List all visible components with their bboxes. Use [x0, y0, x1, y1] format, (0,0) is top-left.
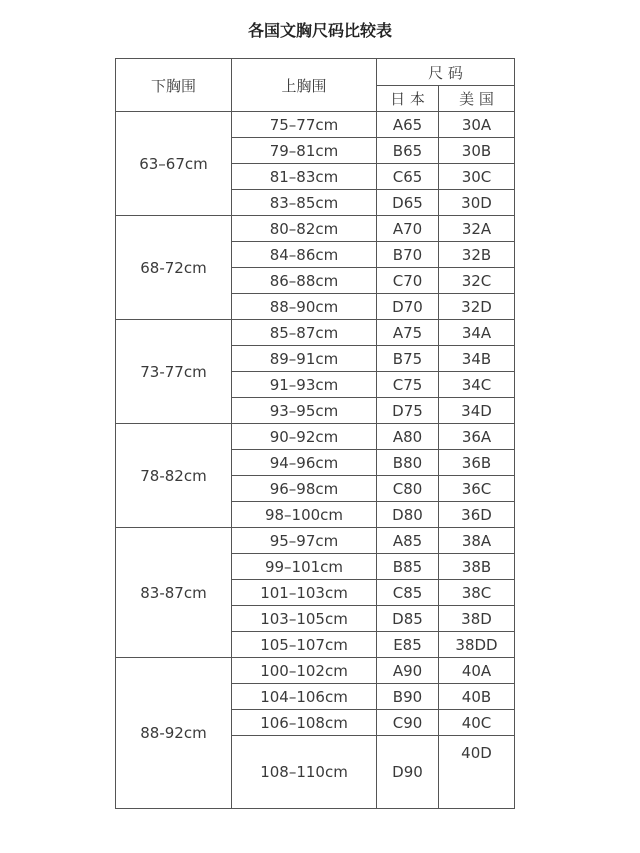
japan-size-cell: C75	[377, 372, 439, 398]
header-size: 尺 码	[377, 59, 515, 86]
usa-size-cell: 32A	[439, 216, 515, 242]
table-row	[116, 658, 515, 684]
table-row	[116, 112, 515, 138]
usa-size-cell: 34D	[439, 398, 515, 424]
japan-size-cell: B90	[377, 684, 439, 710]
japan-size-cell: A90	[377, 658, 439, 684]
usa-size-cell: 36B	[439, 450, 515, 476]
upper-bust-cell: 90–92cm	[232, 424, 377, 450]
japan-size-cell: D85	[377, 606, 439, 632]
upper-bust-cell: 105–107cm	[232, 632, 377, 658]
header-usa: 美 国	[439, 86, 515, 112]
usa-size-cell: 40C	[439, 710, 515, 736]
upper-bust-cell: 100–102cm	[232, 658, 377, 684]
under-bust-cell: 88-92cm	[116, 658, 232, 809]
usa-size-cell: 34A	[439, 320, 515, 346]
japan-size-cell: D90	[377, 736, 439, 809]
usa-size-cell: 30B	[439, 138, 515, 164]
usa-size-cell: 32C	[439, 268, 515, 294]
usa-size-cell: 34B	[439, 346, 515, 372]
upper-bust-cell: 75–77cm	[232, 112, 377, 138]
under-bust-cell: 73-77cm	[116, 320, 232, 424]
upper-bust-cell: 96–98cm	[232, 476, 377, 502]
usa-size-cell: 40D	[439, 736, 515, 809]
usa-size-cell: 34C	[439, 372, 515, 398]
table-row	[116, 216, 515, 242]
upper-bust-cell: 108–110cm	[232, 736, 377, 809]
upper-bust-cell: 84–86cm	[232, 242, 377, 268]
japan-size-cell: A75	[377, 320, 439, 346]
usa-size-cell: 36D	[439, 502, 515, 528]
upper-bust-cell: 83–85cm	[232, 190, 377, 216]
japan-size-cell: A80	[377, 424, 439, 450]
usa-size-cell: 40B	[439, 684, 515, 710]
usa-size-cell: 30C	[439, 164, 515, 190]
japan-size-cell: B75	[377, 346, 439, 372]
usa-size-cell: 36A	[439, 424, 515, 450]
header-upper-bust: 上胸围	[232, 59, 377, 112]
upper-bust-cell: 89–91cm	[232, 346, 377, 372]
japan-size-cell: C90	[377, 710, 439, 736]
usa-size-cell: 30D	[439, 190, 515, 216]
japan-size-cell: B65	[377, 138, 439, 164]
table-row	[116, 424, 515, 450]
upper-bust-cell: 93–95cm	[232, 398, 377, 424]
japan-size-cell: A70	[377, 216, 439, 242]
upper-bust-cell: 86–88cm	[232, 268, 377, 294]
usa-size-cell: 38A	[439, 528, 515, 554]
under-bust-cell: 63–67cm	[116, 112, 232, 216]
page-title: 各国文胸尺码比较表	[247, 21, 392, 40]
japan-size-cell: C65	[377, 164, 439, 190]
upper-bust-cell: 81–83cm	[232, 164, 377, 190]
under-bust-cell: 83-87cm	[116, 528, 232, 658]
japan-size-cell: B70	[377, 242, 439, 268]
japan-size-cell: D75	[377, 398, 439, 424]
usa-size-cell: 30A	[439, 112, 515, 138]
upper-bust-cell: 79–81cm	[232, 138, 377, 164]
upper-bust-cell: 94–96cm	[232, 450, 377, 476]
usa-size-cell: 38B	[439, 554, 515, 580]
upper-bust-cell: 95–97cm	[232, 528, 377, 554]
japan-size-cell: D80	[377, 502, 439, 528]
size-comparison-table	[115, 58, 515, 809]
usa-size-cell: 38DD	[439, 632, 515, 658]
japan-size-cell: A85	[377, 528, 439, 554]
usa-size-cell: 32D	[439, 294, 515, 320]
upper-bust-cell: 80–82cm	[232, 216, 377, 242]
japan-size-cell: E85	[377, 632, 439, 658]
under-bust-cell: 78-82cm	[116, 424, 232, 528]
usa-size-cell: 32B	[439, 242, 515, 268]
japan-size-cell: C70	[377, 268, 439, 294]
header-japan: 日 本	[377, 86, 439, 112]
japan-size-cell: D65	[377, 190, 439, 216]
upper-bust-cell: 88–90cm	[232, 294, 377, 320]
table-body	[116, 112, 515, 809]
upper-bust-cell: 85–87cm	[232, 320, 377, 346]
upper-bust-cell: 106–108cm	[232, 710, 377, 736]
usa-size-cell: 40A	[439, 658, 515, 684]
upper-bust-cell: 91–93cm	[232, 372, 377, 398]
table-row	[116, 320, 515, 346]
japan-size-cell: A65	[377, 112, 439, 138]
upper-bust-cell: 98–100cm	[232, 502, 377, 528]
usa-size-cell: 38C	[439, 580, 515, 606]
usa-size-cell: 38D	[439, 606, 515, 632]
under-bust-cell: 68-72cm	[116, 216, 232, 320]
upper-bust-cell: 103–105cm	[232, 606, 377, 632]
upper-bust-cell: 101–103cm	[232, 580, 377, 606]
japan-size-cell: B80	[377, 450, 439, 476]
usa-size-cell: 36C	[439, 476, 515, 502]
table-row	[116, 528, 515, 554]
japan-size-cell: B85	[377, 554, 439, 580]
japan-size-cell: C85	[377, 580, 439, 606]
upper-bust-cell: 104–106cm	[232, 684, 377, 710]
header-under-bust: 下胸围	[116, 59, 232, 112]
japan-size-cell: D70	[377, 294, 439, 320]
japan-size-cell: C80	[377, 476, 439, 502]
upper-bust-cell: 99–101cm	[232, 554, 377, 580]
